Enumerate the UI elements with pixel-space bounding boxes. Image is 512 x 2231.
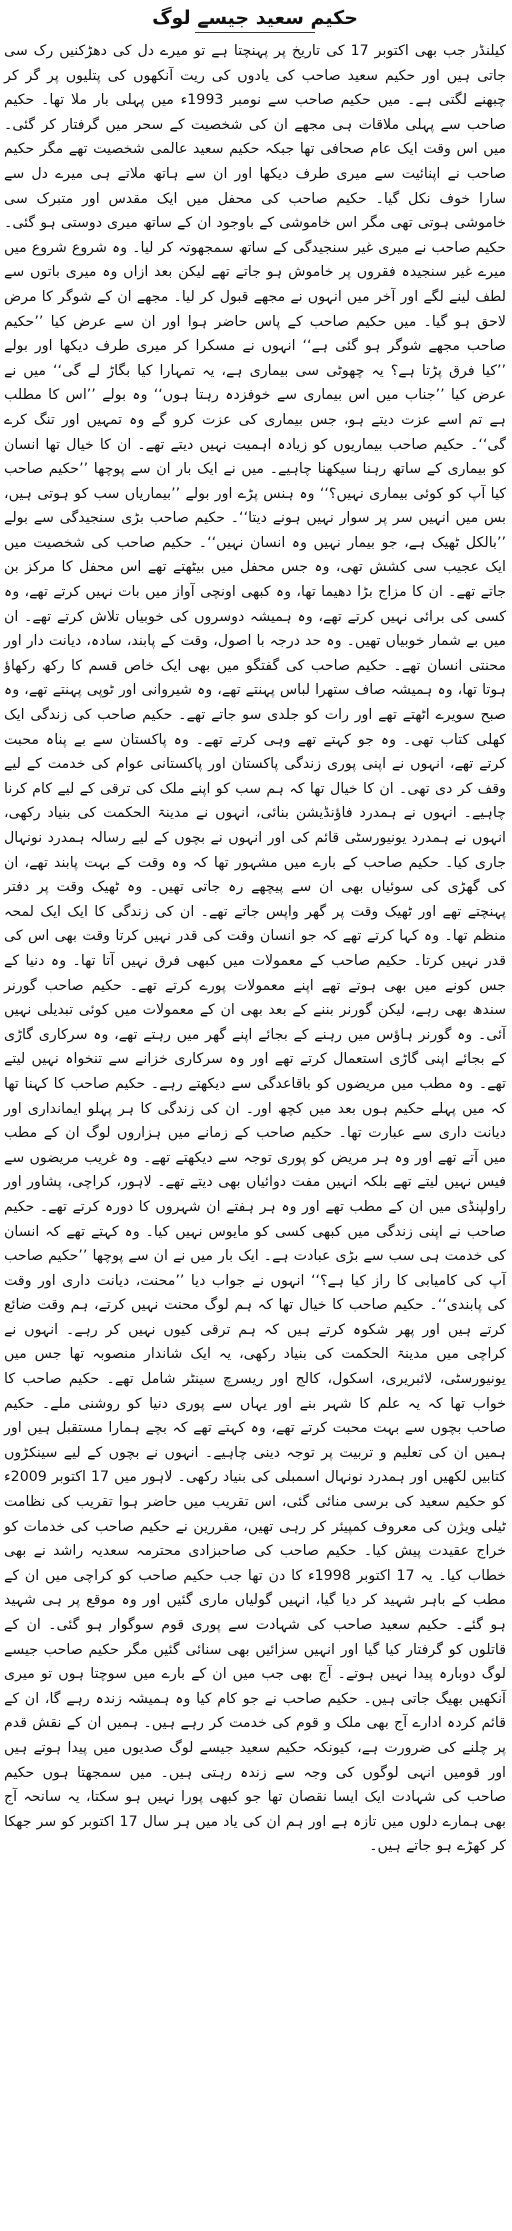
article-body: کیلنڈر جب بھی اکتوبر 17 کی تاریخ پر پہنچتا ہے تو میرے دل کی دھڑکنیں رک سی جاتی ہیں اور حکیم سعید صاحب کی یادوں کی ریت آنکھوں کی پتلیوں پر گر کر چبھنے لگتی ہے۔ میں حکیم صاحب سے نومبر 1993ء میں پہلی بار ملا تھا۔ حکیم صاحب سے پہلی ملاقات ہی مجھے ان کی شخصیت کے سحر میں گرفتار کر گئی۔ میں اس وقت ایک عام صحافی تھا جبکہ حکیم سعید عالمی شخصیت تھے مگر حکیم صاحب نے اپنائیت سے میری طرف دیکھا اور ان سے ہاتھ ملاتے ہی میرے دل سے سارا خوف نکل گیا۔ حکیم صاحب کی محفل میں ایک مقدس اور متبرک سی خاموشی ہوتی تھی مگر اس خاموشی کے باوجود ان کے ساتھ میری دوستی ہو گئی۔ حکیم صاحب نے میری غیر سنجیدگی کے ساتھ سمجھوتہ کر لیا۔ وہ شروع شروع میں میرے غیر سنجیدہ فقروں پر خاموش ہو جاتے تھے لیکن بعد ازاں وہ میری باتوں سے لطف لینے لگے اور آخر میں انہوں نے مجھے قبول کر لیا۔ مجھے ان کے شوگر کا مرض لاحق ہو گیا۔ میں حکیم صاحب کے پاس حاضر ہوا اور ان سے عرض کیا ’’حکیم صاحب مجھے شوگر ہو گئی ہے‘‘ انہوں نے مسکرا کر میری طرف دیکھا اور بولے ’’کیا فرق پڑتا ہے؟ یہ چھوٹی سی بیماری ہے، یہ تمہارا کیا بگاڑ لے گی‘‘ میں نے عرض کیا ’’جناب میں اس بیماری سے خوفزدہ رہتا ہوں‘‘ وہ بولے ’’اس کا مطلب ہے تم اسے عزت دیتے ہو، جس بیماری کی عزت کرو گے وہ تمہیں اور تنگ کرے گی‘‘۔ حکیم صاحب بیماریوں کو زیادہ اہمیت نہیں دیتے تھے۔ ان کا خیال تھا انسان کو بیماری کے ساتھ رہنا سیکھنا چاہیے۔ میں نے ایک بار ان سے پوچھا ’’حکیم صاحب کیا آپ کو کوئی بیماری نہیں؟‘‘ وہ ہنس پڑے اور بولے ’’بیماریاں سب کو ہوتی ہیں، بس میں انہیں سر پر سوار نہیں ہونے دیتا‘‘۔ حکیم صاحب بڑی سنجیدگی سے بولے ’’بالکل ٹھیک ہے، جو بیمار نہیں وہ انسان نہیں‘‘۔ حکیم صاحب کی شخصیت میں ایک عجیب سی کشش تھی، وہ جس محفل میں بیٹھتے تھے اس محفل کا مرکز بن جاتے تھے۔ ان کا مزاج بڑا دھیما تھا، وہ کبھی اونچی آواز میں بات نہیں کرتے تھے، وہ کسی کی برائی نہیں کرتے تھے، وہ ہمیشہ دوسروں کی خوبیاں تلاش کرتے تھے۔ ان میں بے شمار خوبیاں تھیں۔ وہ حد درجہ با اصول، وقت کے پابند، سادہ، دیانت دار اور محنتی انسان تھے۔ حکیم صاحب کی گفتگو میں بھی ایک خاص قسم کا رکھ رکھاؤ ہوتا تھا، وہ ہمیشہ صاف ستھرا لباس پہنتے تھے، وہ شیروانی اور ٹوپی پہنتے تھے، وہ صبح سویرے اٹھتے تھے اور رات کو جلدی سو جاتے تھے۔ حکیم صاحب کی زندگی ایک کھلی کتاب تھی۔ وہ جو کہتے تھے وہی کرتے تھے۔ وہ پاکستان سے بے پناہ محبت کرتے تھے، انہوں نے اپنی پوری زندگی پاکستان اور پاکستانی عوام کی خدمت کے لیے وقف کر دی تھی۔ ان کا خیال تھا کہ ہم سب کو اپنے ملک کی ترقی کے لیے کام کرنا چاہیے۔ انہوں نے ہمدرد فاؤنڈیشن بنائی، انہوں نے مدینۃ الحکمت کی بنیاد رکھی، انہوں نے ہمدرد یونیورسٹی قائم کی اور انہوں نے بچوں کے لیے رسالہ ہمدرد نونہال جاری کیا۔ حکیم صاحب کے بارے میں مشہور تھا کہ وہ وقت کے بہت پابند تھے، ان کی گھڑی کی سوئیاں بھی ان سے پیچھے رہ جاتی تھیں۔ وہ ٹھیک وقت پر دفتر پہنچتے تھے اور ٹھیک وقت پر گھر واپس جاتے تھے۔ ان کی زندگی کا ایک ایک لمحہ منظم تھا۔ وہ کہا کرتے تھے کہ جو انسان وقت کی قدر نہیں کرتا وقت بھی اس کی قدر نہیں کرتا۔ حکیم صاحب کے معمولات میں کبھی فرق نہیں آتا تھا۔ وہ دنیا کے جس کونے میں بھی ہوتے تھے اپنے معمولات پورے کرتے تھے۔ حکیم صاحب گورنر سندھ بھی رہے، لیکن گورنر بننے کے بعد بھی ان کے معمولات میں کوئی تبدیلی نہیں آئی۔ وہ گورنر ہاؤس میں رہنے کے بجائے اپنے گھر میں رہتے تھے، وہ سرکاری گاڑی کے بجائے اپنی گاڑی استعمال کرتے تھے اور وہ سرکاری خزانے سے تنخواہ نہیں لیتے تھے۔ وہ مطب میں مریضوں کو باقاعدگی سے دیکھتے رہے۔ حکیم صاحب کا کہنا تھا کہ میں پہلے حکیم ہوں بعد میں کچھ اور۔ ان کی زندگی کا ہر پہلو ایمانداری اور دیانت داری سے عبارت تھا۔ حکیم صاحب کے زمانے میں ہزاروں لوگ ان کے مطب میں آتے تھے اور وہ ہر مریض کو پوری توجہ سے دیکھتے تھے۔ وہ غریب مریضوں سے فیس نہیں لیتے تھے بلکہ انہیں مفت دوائیاں بھی دیتے تھے۔ لاہور، کراچی، پشاور اور راولپنڈی میں ان کے مطب تھے اور وہ ہر ہفتے ان شہروں کا دورہ کرتے تھے۔ حکیم صاحب نے اپنی زندگی میں کبھی کسی کو مایوس نہیں کیا۔ وہ کہتے تھے کہ انسان کی خدمت ہی سب سے بڑی عبادت ہے۔ ایک بار میں نے ان سے پوچھا ’’حکیم صاحب آپ کی کامیابی کا راز کیا ہے؟‘‘ انہوں نے جواب دیا ’’محنت، دیانت داری اور وقت کی پابندی‘‘۔ حکیم صاحب کا خیال تھا کہ ہم لوگ محنت نہیں کرتے، ہم وقت ضائع کرتے ہیں اور پھر شکوہ کرتے ہیں کہ ہم ترقی کیوں نہیں کر رہے۔ انہوں نے کراچی میں مدینۃ الحکمت کی بنیاد رکھی، یہ ایک شاندار منصوبہ تھا جس میں یونیورسٹی، لائبریری، اسکول، کالج اور ریسرچ سینٹر شامل تھے۔ حکیم صاحب کا خواب تھا کہ یہ علم کا شہر بنے اور یہاں سے پوری دنیا کو روشنی ملے۔ حکیم صاحب بچوں سے بہت محبت کرتے تھے، وہ کہتے تھے کہ بچے ہمارا مستقبل ہیں اور ہمیں ان کی تعلیم و تربیت پر توجہ دینی چاہیے۔ انہوں نے بچوں کے لیے سینکڑوں کتابیں لکھیں اور ہمدرد نونہال اسمبلی کی بنیاد رکھی۔ لاہور میں 17 اکتوبر 2009ء کو حکیم سعید کی برسی منائی گئی، اس تقریب میں حاضر ہوا تقریب کی نظامت ٹیلی ویژن کی معروف کمپیئر کر رہی تھیں، مقررین نے حکیم صاحب کی خدمات کو خراج عقیدت پیش کیا۔ حکیم صاحب کی صاحبزادی محترمہ سعدیہ راشد نے بھی خطاب کیا۔ یہ 17 اکتوبر 1998ء کا دن تھا جب حکیم صاحب کو کراچی میں ان کے مطب کے باہر شہید کر دیا گیا، انہیں گولیاں ماری گئیں اور وہ موقع پر ہی شہید ہو گئے۔ حکیم سعید صاحب کی شہادت سے پوری قوم سوگوار ہو گئی۔ ان کے قاتلوں کو گرفتار کیا گیا اور انہیں سزائیں بھی سنائی گئیں مگر حکیم صاحب جیسے لوگ دوبارہ پیدا نہیں ہوتے۔ آج بھی جب میں ان کے بارے میں سوچتا ہوں تو میری آنکھیں بھیگ جاتی ہیں۔ حکیم صاحب نے جو کام کیا وہ ہمیشہ زندہ رہے گا، ان کے قائم کردہ ادارے آج بھی ملک و قوم کی خدمت کر رہے ہیں۔ ہمیں ان کے نقش قدم پر چلنے کی ضرورت ہے، کیونکہ حکیم سعید جیسے لوگ صدیوں میں پیدا ہوتے ہیں اور قومیں انہی لوگوں کی وجہ سے زندہ رہتی ہیں۔ میں سمجھتا ہوں حکیم صاحب کی شہادت ایک ایسا نقصان تھا جو کبھی پورا نہیں ہو سکتا، یہ سانحہ آج بھی ہمارے دلوں میں تازہ ہے اور ہم ان کی یاد میں ہر سال 17 اکتوبر کو سر جھکا کر کھڑے ہو جاتے ہیں۔ — [4, 43, 507, 1855]
title-underline — [195, 32, 315, 33]
article-title: حکیم سعید جیسے لوگ — [152, 7, 358, 29]
